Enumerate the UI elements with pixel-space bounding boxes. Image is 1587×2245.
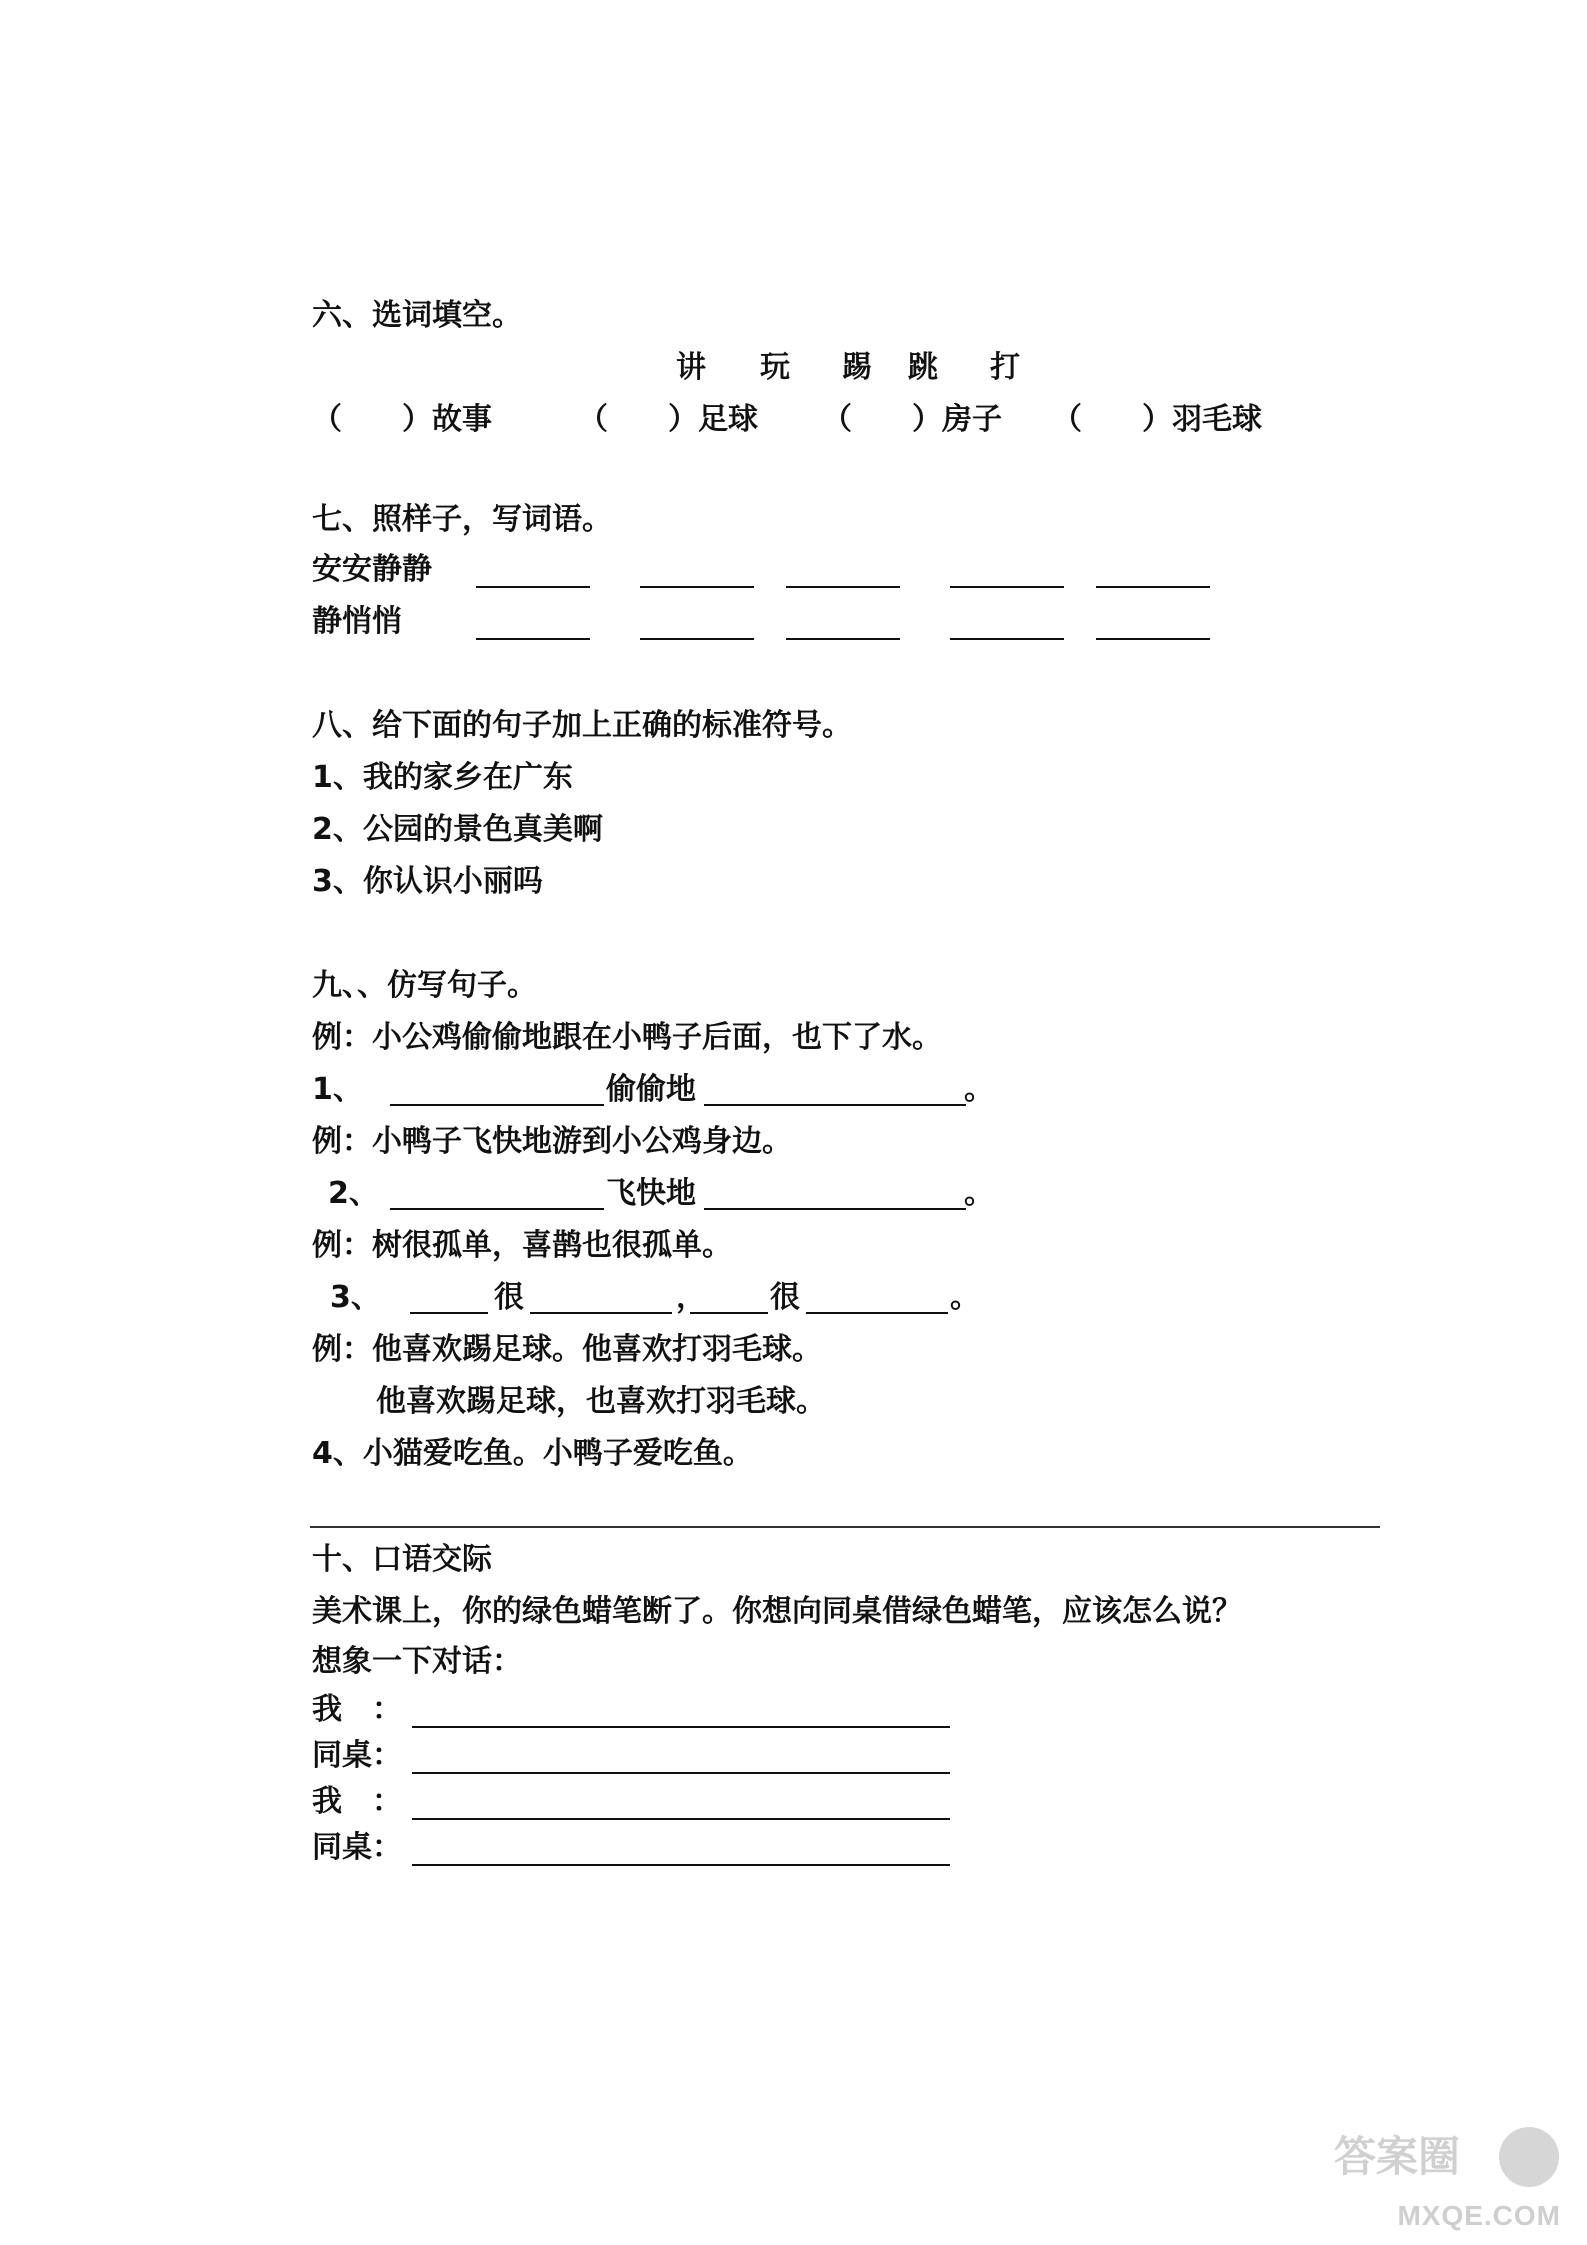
- question-number: 1、: [312, 1072, 363, 1107]
- fill-item: （ ）羽毛球: [1052, 402, 1262, 437]
- example-sentence: 他喜欢踢足球，也喜欢打羽毛球。: [376, 1384, 826, 1419]
- answer-blank[interactable]: [640, 638, 754, 640]
- prompt-text: 美术课上，你的绿色蜡笔断了。你想向同桌借绿色蜡笔，应该怎么说？: [312, 1594, 1242, 1629]
- dialogue-blank[interactable]: [412, 1864, 950, 1866]
- dialogue-blank[interactable]: [412, 1772, 950, 1774]
- example-sentence: 例：他喜欢踢足球。他喜欢打羽毛球。: [312, 1332, 822, 1367]
- section-10-title: 十、口语交际: [312, 1542, 492, 1577]
- watermark-logo: [1319, 2123, 1569, 2193]
- section-divider: [310, 1526, 1380, 1528]
- answer-blank[interactable]: [786, 586, 900, 588]
- fill-item: （ ）故事: [312, 402, 492, 437]
- svg-text:答案圈: 答案圈: [1333, 2132, 1461, 2181]
- word-option: 讲: [676, 350, 706, 385]
- question-number: 2、: [328, 1176, 379, 1211]
- watermark-url: MXQE.COM: [1397, 2200, 1561, 2231]
- speaker-label: 我 ：: [312, 1692, 402, 1727]
- word-option: 玩: [760, 350, 790, 385]
- answer-blank[interactable]: [690, 1312, 768, 1314]
- answer-blank[interactable]: [786, 638, 900, 640]
- answer-blank[interactable]: [640, 586, 754, 588]
- watermark: [1319, 2123, 1569, 2233]
- sub-prompt: 想象一下对话：: [312, 1644, 522, 1679]
- answer-blank[interactable]: [1096, 638, 1210, 640]
- section-8-title: 八、给下面的句子加上正确的标准符号。: [312, 708, 852, 743]
- given-word: 很: [770, 1280, 800, 1315]
- punctuation-item: 1、我的家乡在广东: [312, 760, 573, 795]
- speaker-label: 同桌：: [312, 1830, 402, 1865]
- given-word: 飞快地: [606, 1176, 696, 1211]
- question-number: 3、: [330, 1280, 381, 1315]
- word-option: 踢: [842, 350, 872, 385]
- period: 。: [950, 1280, 980, 1315]
- answer-blank[interactable]: [950, 638, 1064, 640]
- dialogue-blank[interactable]: [412, 1726, 950, 1728]
- example-sentence: 例：树很孤单，喜鹊也很孤单。: [312, 1228, 732, 1263]
- period: 。: [964, 1176, 994, 1211]
- word-option: 跳: [908, 350, 938, 385]
- answer-blank[interactable]: [410, 1312, 488, 1314]
- speaker-label: 我 ：: [312, 1784, 402, 1819]
- answer-blank[interactable]: [1096, 586, 1210, 588]
- answer-blank[interactable]: [530, 1312, 672, 1314]
- answer-blank[interactable]: [704, 1104, 966, 1106]
- given-word: 很: [494, 1280, 524, 1315]
- answer-blank[interactable]: [476, 586, 590, 588]
- answer-blank[interactable]: [390, 1104, 604, 1106]
- fill-item: （ ）足球: [578, 402, 758, 437]
- dialogue-blank[interactable]: [412, 1818, 950, 1820]
- answer-blank[interactable]: [476, 638, 590, 640]
- comma: ，: [676, 1280, 706, 1315]
- period: 。: [964, 1072, 994, 1107]
- example-sentence: 例：小鸭子飞快地游到小公鸡身边。: [312, 1124, 792, 1159]
- answer-blank[interactable]: [390, 1208, 604, 1210]
- example-word: 安安静静: [312, 552, 432, 587]
- question-4: 4、小猫爱吃鱼。小鸭子爱吃鱼。: [312, 1436, 753, 1471]
- punctuation-item: 2、公园的景色真美啊: [312, 812, 603, 847]
- word-option: 打: [990, 350, 1020, 385]
- punctuation-item: 3、你认识小丽吗: [312, 864, 543, 899]
- answer-blank[interactable]: [704, 1208, 966, 1210]
- fill-item: （ ）房子: [822, 402, 1002, 437]
- section-7-title: 七、照样子，写词语。: [312, 502, 612, 537]
- section-9-title: 九、、仿写句子。: [312, 968, 537, 1003]
- answer-blank[interactable]: [950, 586, 1064, 588]
- answer-blank[interactable]: [806, 1312, 948, 1314]
- speaker-label: 同桌：: [312, 1738, 402, 1773]
- example-sentence: 例：小公鸡偷偷地跟在小鸭子后面，也下了水。: [312, 1020, 942, 1055]
- section-6-title: 六、选词填空。: [312, 298, 522, 333]
- given-word: 偷偷地: [606, 1072, 696, 1107]
- example-word: 静悄悄: [312, 604, 402, 639]
